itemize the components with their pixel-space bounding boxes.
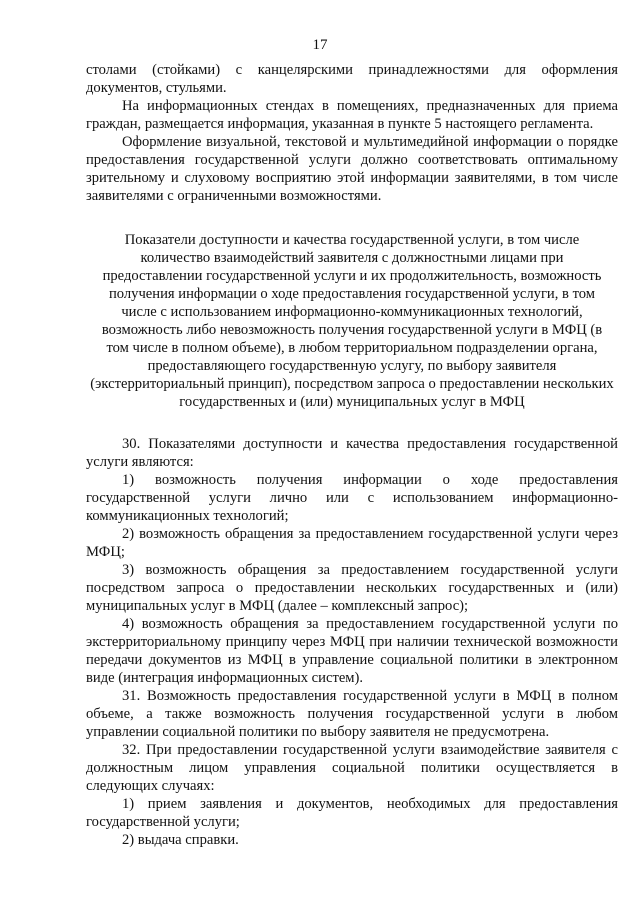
paragraph-info-stands: На информационных стендах в помещениях, предназначенных для приема граждан, размещается информация, указанная в пункте 5 настоящего регламента.	[86, 98, 618, 132]
list-item-32-2: 2) выдача справки.	[122, 832, 239, 848]
list-item-32-1: 1) прием заявления и документов, необходимых для предоставления государственной услуги;	[86, 796, 618, 830]
document-body	[86, 61, 618, 849]
list-item-30-3: 3) возможность обращения за предоставлением государственной услуги посредством запроса о предоставлении нескольких государственных и (или) муниципальных услуг в МФЦ (далее – комплексный запрос);	[86, 562, 618, 614]
page-number: 17	[312, 37, 328, 53]
paragraph-32: 32. При предоставлении государственной услуги взаимодействие заявителя с должностным лицом управления социальной политики осуществляется в следующих случаях:	[86, 742, 618, 794]
paragraph-visual-design: Оформление визуальной, текстовой и мультимедийной информации о порядке предоставления государственной услуги должно соответствовать оптимальному зрительному и слуховому восприятию этой информации заявителями, в том числе заявителями с ограниченными возможностями.	[86, 134, 618, 204]
section-heading: Показатели доступности и качества государственной услуги, в том числе количество взаимодействий заявителя с должностными лицами при предоставлении государственной услуги и их продолжительность, возможность получения информации о ходе предоставления государственной услуги, в том числе с использованием информационно-коммуникационных технологий, возможность либо невозможность получения государственной услуги в МФЦ (в том числе в полном объеме), в любом территориальном подразделении органа, предоставляющего государственную услугу, по выбору заявителя (экстерриториальный принцип), посредством запроса о предоставлении нескольких государственных и (или) муниципальных услуг в МФЦ	[90, 232, 614, 410]
list-item-30-1: 1) возможность получения информации о ходе предоставления государственной услуги лично или с использованием информационно-коммуникационных технологий;	[86, 472, 618, 524]
paragraph-31: 31. Возможность предоставления государственной услуги в МФЦ в полном объеме, а также возможность получения государственной услуги в любом управлении социальной политики по выбору заявителя не предусмотрена.	[86, 688, 618, 740]
paragraph-30: 30. Показателями доступности и качества предоставления государственной услуги являются:	[86, 436, 618, 470]
list-item-30-4: 4) возможность обращения за предоставлением государственной услуги по экстерриториальному принципу через МФЦ при наличии технической возможности передачи документов из МФЦ в управление социальной политики в электронном виде (интеграция информационных систем).	[86, 616, 618, 686]
list-item-30-2: 2) возможность обращения за предоставлением государственной услуги через МФЦ;	[86, 526, 618, 560]
paragraph-continuation: столами (стойками) с канцелярскими принадлежностями для оформления документов, стульями.	[86, 62, 618, 96]
